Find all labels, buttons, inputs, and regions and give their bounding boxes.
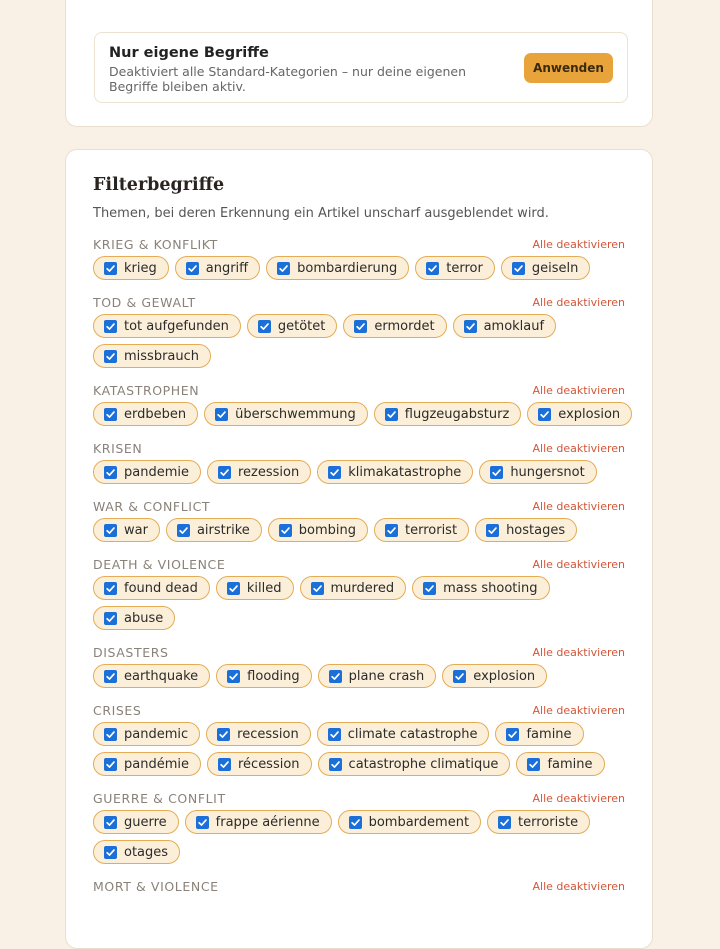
term-chip[interactable] (93, 256, 169, 280)
deactivate-all-link[interactable]: Alle deaktivieren (532, 703, 625, 717)
term-chip[interactable] (247, 314, 338, 338)
checkbox-checked-icon[interactable] (104, 846, 117, 859)
checkbox-checked-icon[interactable] (227, 582, 240, 595)
term-label: bombardierung (297, 260, 398, 276)
term-label: hostages (506, 522, 566, 538)
section-title: Filterbegriffe (93, 175, 225, 195)
term-label: ermordet (374, 318, 435, 334)
group-header (93, 877, 625, 895)
deactivate-all-link[interactable]: Alle deaktivieren (532, 441, 625, 455)
checkbox-checked-icon[interactable] (354, 320, 367, 333)
checkbox-checked-icon[interactable] (349, 816, 362, 829)
term-chip[interactable] (93, 460, 201, 484)
group-name: KATASTROPHEN (93, 382, 200, 398)
term-label: getötet (277, 318, 326, 334)
term-chips (93, 810, 633, 864)
group-header (93, 439, 625, 457)
term-chip[interactable] (516, 752, 604, 776)
checkbox-checked-icon[interactable] (486, 524, 499, 537)
term-label: found dead (124, 580, 198, 596)
preset-text (109, 44, 509, 94)
group-name: KRIEG & KONFLIKT (93, 236, 218, 252)
term-chip[interactable] (93, 314, 241, 338)
term-chips (93, 314, 633, 368)
term-chip[interactable] (93, 664, 210, 688)
checkbox-checked-icon[interactable] (490, 466, 503, 479)
checkbox-checked-icon[interactable] (104, 320, 117, 333)
term-chip[interactable] (318, 664, 437, 688)
term-label: pandemie (124, 464, 189, 480)
term-label: angriff (205, 260, 249, 276)
term-label: überschwemmung (235, 406, 356, 422)
term-label: killed (246, 580, 282, 596)
term-chip[interactable] (216, 664, 311, 688)
term-chip[interactable] (300, 576, 407, 600)
term-group (93, 235, 625, 280)
term-label: recession (237, 726, 299, 742)
term-label: rezession (237, 464, 300, 480)
term-label: famine (547, 756, 593, 772)
term-label: krieg (124, 260, 157, 276)
group-name: DISASTERS (93, 644, 169, 660)
term-label: abuse (124, 610, 164, 626)
term-chip[interactable] (93, 344, 211, 368)
checkbox-checked-icon[interactable] (104, 350, 117, 363)
checkbox-checked-icon[interactable] (328, 728, 341, 741)
checkbox-checked-icon[interactable] (227, 670, 240, 683)
checkbox-checked-icon[interactable] (328, 466, 341, 479)
checkbox-checked-icon[interactable] (217, 728, 230, 741)
group-header (93, 497, 625, 515)
group-name: GUERRE & CONFLIT (93, 790, 226, 806)
group-name: DEATH & VIOLENCE (93, 556, 226, 572)
term-chip[interactable] (479, 460, 596, 484)
term-chip[interactable] (475, 518, 577, 542)
term-label: missbrauch (124, 348, 200, 364)
term-group (93, 555, 625, 630)
term-group (93, 497, 625, 542)
term-label: pandémie (124, 756, 189, 772)
term-group (93, 701, 625, 776)
term-chip[interactable] (93, 606, 175, 630)
checkbox-checked-icon[interactable] (104, 582, 117, 595)
term-chip[interactable] (166, 518, 262, 542)
term-chip[interactable] (487, 810, 590, 834)
term-chips (93, 664, 633, 688)
term-label: geiseln (531, 260, 579, 276)
term-chip[interactable] (318, 752, 511, 776)
deactivate-all-link[interactable]: Alle deaktivieren (532, 879, 625, 893)
checkbox-checked-icon[interactable] (104, 758, 117, 771)
checkbox-checked-icon[interactable] (258, 320, 271, 333)
term-label: amoklauf (483, 318, 545, 334)
term-label: terrorist (405, 522, 458, 538)
term-chip[interactable] (206, 722, 311, 746)
deactivate-all-link[interactable]: Alle deaktivieren (532, 557, 625, 571)
term-chip[interactable] (93, 840, 180, 864)
term-chips (93, 402, 633, 426)
group-name: TOD & GEWALT (93, 294, 196, 310)
deactivate-all-link[interactable]: Alle deaktivieren (532, 791, 625, 805)
term-chip[interactable] (93, 722, 200, 746)
term-label: frappe aérienne (215, 814, 320, 830)
deactivate-all-link[interactable]: Alle deaktivieren (532, 383, 625, 397)
term-label: flooding (247, 668, 300, 684)
term-chip[interactable] (317, 722, 490, 746)
term-label: climate catastrophe (347, 726, 478, 742)
term-label: murdered (330, 580, 395, 596)
term-chip[interactable] (93, 752, 201, 776)
checkbox-checked-icon[interactable] (104, 670, 117, 683)
term-chip[interactable] (442, 664, 547, 688)
group-name: CRISES (93, 702, 142, 718)
checkbox-checked-icon[interactable] (527, 758, 540, 771)
term-chip[interactable] (317, 460, 473, 484)
preset-own-terms-only (94, 32, 628, 103)
checkbox-checked-icon[interactable] (218, 758, 231, 771)
term-label: terror (446, 260, 483, 276)
term-label: hungersnot (510, 464, 585, 480)
group-header (93, 701, 625, 719)
checkbox-checked-icon[interactable] (498, 816, 511, 829)
preset-title: Nur eigene Begriffe (109, 45, 269, 61)
deactivate-all-link[interactable]: Alle deaktivieren (532, 295, 625, 309)
checkbox-checked-icon[interactable] (177, 524, 190, 537)
checkbox-checked-icon[interactable] (426, 262, 439, 275)
checkbox-checked-icon[interactable] (329, 670, 342, 683)
term-chip[interactable] (415, 256, 495, 280)
group-header (93, 555, 625, 573)
checkbox-checked-icon[interactable] (453, 670, 466, 683)
term-chip[interactable] (93, 402, 198, 426)
checkbox-checked-icon[interactable] (464, 320, 477, 333)
term-chips (93, 256, 633, 280)
deactivate-all-link[interactable]: Alle deaktivieren (532, 499, 625, 513)
term-label: flugzeugabsturz (404, 406, 510, 422)
term-chip[interactable] (185, 810, 332, 834)
checkbox-checked-icon[interactable] (104, 408, 117, 421)
term-label: earthquake (124, 668, 199, 684)
group-header (93, 381, 625, 399)
term-chip[interactable] (207, 460, 311, 484)
term-label: bombing (298, 522, 356, 538)
checkbox-checked-icon[interactable] (215, 408, 228, 421)
term-label: famine (526, 726, 572, 742)
term-chip[interactable] (374, 402, 522, 426)
term-chips (93, 460, 633, 484)
term-label: pandemic (124, 726, 189, 742)
term-chips (93, 722, 633, 776)
term-chip[interactable] (266, 256, 409, 280)
term-label: récession (237, 756, 300, 772)
group-name: MORT & VIOLENCE (93, 878, 219, 894)
checkbox-checked-icon[interactable] (196, 816, 209, 829)
group-header (93, 293, 625, 311)
checkbox-checked-icon[interactable] (277, 262, 290, 275)
term-chip[interactable] (453, 314, 557, 338)
term-chip[interactable] (374, 518, 469, 542)
group-header (93, 643, 625, 661)
term-label: erdbeben (124, 406, 187, 422)
term-label: explosion (473, 668, 536, 684)
term-chip[interactable] (175, 256, 260, 280)
checkbox-checked-icon[interactable] (329, 758, 342, 771)
term-chip[interactable] (93, 518, 160, 542)
deactivate-all-link[interactable]: Alle deaktivieren (532, 645, 625, 659)
checkbox-checked-icon[interactable] (104, 612, 117, 625)
checkbox-checked-icon[interactable] (385, 524, 398, 537)
term-chips (93, 576, 633, 630)
term-label: war (124, 522, 148, 538)
group-header (93, 235, 625, 253)
term-chip[interactable] (207, 752, 312, 776)
term-chip[interactable] (412, 576, 549, 600)
term-label: klimakatastrophe (348, 464, 462, 480)
term-group (93, 293, 625, 368)
filter-terms-card (65, 149, 653, 949)
preset-description: Deaktiviert alle Standard-Kategorien – nur deine eigenen Begriffe bleiben aktiv. (109, 64, 467, 94)
term-label: otages (124, 844, 169, 860)
section-description: Themen, bei deren Erkennung ein Artikel unscharf ausgeblendet wird. (93, 206, 549, 221)
checkbox-checked-icon[interactable] (104, 262, 117, 275)
checkbox-checked-icon[interactable] (512, 262, 525, 275)
term-group (93, 381, 625, 426)
checkbox-checked-icon[interactable] (104, 466, 117, 479)
term-label: tot aufgefunden (124, 318, 229, 334)
checkbox-checked-icon[interactable] (104, 524, 117, 537)
term-chip[interactable] (527, 402, 632, 426)
term-chip[interactable] (343, 314, 446, 338)
term-label: airstrike (196, 522, 250, 538)
term-label: plane crash (348, 668, 425, 684)
checkbox-checked-icon[interactable] (506, 728, 519, 741)
term-label: guerre (124, 814, 167, 830)
checkbox-checked-icon[interactable] (311, 582, 324, 595)
term-label: bombardement (368, 814, 470, 830)
term-label: catastrophe climatique (348, 756, 499, 772)
term-group (93, 789, 625, 864)
term-chips (93, 518, 633, 542)
checkbox-checked-icon[interactable] (423, 582, 436, 595)
apply-button[interactable]: Anwenden (524, 53, 613, 83)
term-groups (93, 235, 625, 895)
term-chip[interactable] (93, 576, 210, 600)
checkbox-checked-icon[interactable] (385, 408, 398, 421)
term-group (93, 643, 625, 688)
term-chip[interactable] (495, 722, 583, 746)
checkbox-checked-icon[interactable] (218, 466, 231, 479)
group-header (93, 789, 625, 807)
checkbox-checked-icon[interactable] (104, 728, 117, 741)
term-group (93, 439, 625, 484)
term-label: mass shooting (443, 580, 538, 596)
term-label: explosion (558, 406, 621, 422)
term-chip[interactable] (338, 810, 481, 834)
term-chip[interactable] (204, 402, 368, 426)
group-name: KRISEN (93, 440, 143, 456)
presets-card (65, 0, 653, 127)
checkbox-checked-icon[interactable] (538, 408, 551, 421)
checkbox-checked-icon[interactable] (279, 524, 292, 537)
checkbox-checked-icon[interactable] (104, 816, 117, 829)
term-label: terroriste (518, 814, 579, 830)
term-chip[interactable] (268, 518, 368, 542)
term-group (93, 877, 625, 895)
deactivate-all-link[interactable]: Alle deaktivieren (532, 237, 625, 251)
term-chip[interactable] (216, 576, 294, 600)
term-chip[interactable] (93, 810, 179, 834)
group-name: WAR & CONFLICT (93, 498, 211, 514)
checkbox-checked-icon[interactable] (186, 262, 199, 275)
term-chip[interactable] (501, 256, 590, 280)
